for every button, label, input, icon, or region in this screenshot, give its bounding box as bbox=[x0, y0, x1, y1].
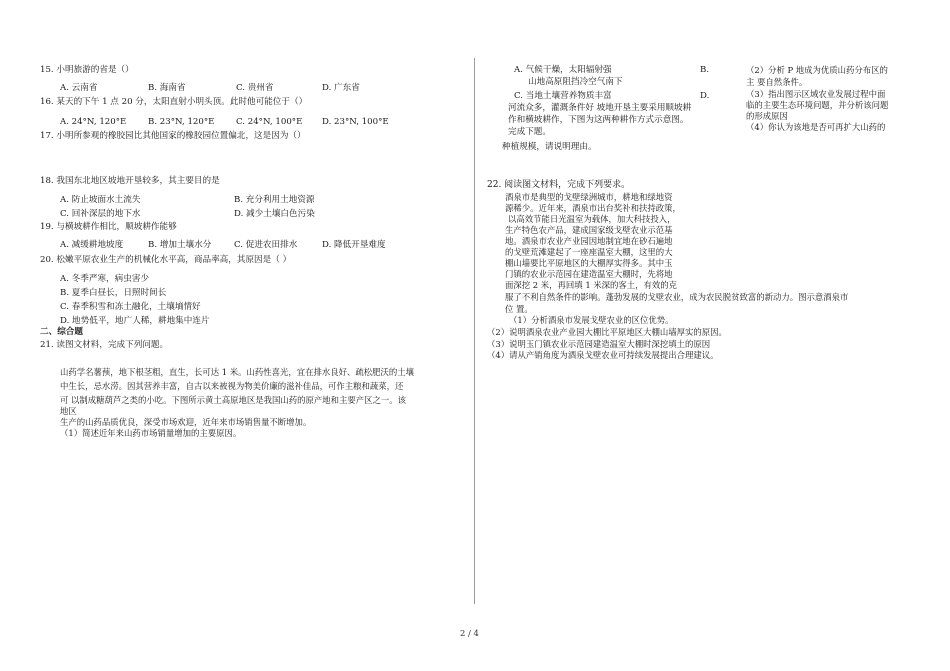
q15-option-a: A. 云南省 bbox=[60, 83, 98, 93]
q21-paragraph-line: 山药学名薯蓣，地下根茎粗，直生，长可达 1 米。山药性喜光，宜在排水良好、疏松肥沃的土壤 bbox=[60, 367, 415, 377]
q15-option-d: D. 广东省 bbox=[322, 83, 360, 93]
q21-paragraph-line: 地区 bbox=[60, 406, 77, 416]
q18-option-b: B. 充分利用土地资源 bbox=[234, 195, 315, 205]
q17-option-b-text: 山地高原阻挡冷空气南下 bbox=[528, 77, 623, 87]
q16-option-d: D. 23°N, 100°E bbox=[322, 117, 389, 127]
q21-subquestion-3: （3）指出图示区域农业发展过程中面 bbox=[746, 89, 886, 99]
q21-fragment-line: 种植规模，请说明理由。 bbox=[502, 142, 597, 152]
q21-subquestion-4: （4）你认为该地是否可再扩大山药的 bbox=[746, 122, 886, 132]
q17-stem: 17. 小明所参观的橡胶园比其他国家的橡胶园位置偏北，这是因为（） bbox=[40, 131, 306, 141]
q22-paragraph-line: 服了不利自然条件的影响。蓬勃发展的戈壁农业，成为农民脱贫致富的新动力。图示意酒泉市 bbox=[505, 292, 849, 302]
page-number: 2 / 4 bbox=[460, 628, 479, 638]
q22-paragraph-line: 门镇的农业示范园在建造温室大棚时，先将地 bbox=[505, 269, 673, 279]
q22-paragraph-line: 地。酒泉市农业产业园因地制宜地在砂石遍地 bbox=[505, 236, 673, 246]
q15-stem: 15. 小明旅游的省是（） bbox=[40, 65, 134, 75]
q22-subquestion: （1）分析酒泉市发展戈壁农业的区位优势。 bbox=[509, 315, 674, 325]
q21-paragraph-line: 中生长，忌水涝。因其营养丰富，自古以来被视为物美价廉的滋补佳品，可作主粮和蔬菜，还 bbox=[60, 381, 404, 391]
q17-option-b: B. bbox=[700, 65, 710, 75]
q20-option-b: B. 夏季白昼长，日照时间长 bbox=[60, 288, 167, 298]
q21-fragment-line: 作和横坡耕作，下图为这两种耕作方式示意图。 bbox=[508, 115, 689, 125]
q21-subquestion-2: （2）分析 P 地成为优质山药分布区的 bbox=[746, 65, 888, 75]
q17-option-a: A. 气候干燥，太阳辐射强 bbox=[514, 65, 612, 75]
q18-option-c: C. 回补深层的地下水 bbox=[60, 209, 141, 219]
q22-subquestion: （3）说明玉门镇农业示范园建造温室大棚时深挖填土的原因 bbox=[487, 339, 711, 349]
q17-option-d: D. bbox=[700, 91, 710, 101]
q19-stem: 19. 与横坡耕作相比，顺坡耕作能够 bbox=[40, 222, 177, 232]
q19-option-a: A. 减缓耕地坡度 bbox=[60, 240, 124, 250]
q21-subquestion-3-cont: 的形成原因 bbox=[746, 111, 788, 121]
q20-option-a: A. 冬季严寒，病虫害少 bbox=[60, 274, 150, 284]
q21-subquestion-3-cont: 临的主要生态环境问题，并分析该问题 bbox=[746, 100, 889, 110]
q21-stem: 21. 读图文材料，完成下列问题。 bbox=[40, 340, 169, 350]
q22-paragraph-line: 酒泉市是典型的戈壁绿洲城市，耕地和绿地资 bbox=[505, 192, 673, 202]
q20-option-c: C. 春季积雪和冻土融化，土壤墒情好 bbox=[60, 302, 201, 312]
section-heading: 二、综合题 bbox=[40, 327, 83, 337]
q22-paragraph-line: 生产特色农产品，建成国家级戈壁农业示范基 bbox=[505, 225, 673, 235]
q16-option-c: C. 24°N, 100°E bbox=[236, 117, 303, 127]
q16-option-a: A. 24°N, 120°E bbox=[60, 117, 127, 127]
q15-option-b: B. 海南省 bbox=[148, 83, 186, 93]
q21-paragraph-line: 可 以制成糖葫芦之类的小吃。下图所示黄土高原地区是我国山药的原产地和主要产区之一。该 bbox=[60, 395, 407, 405]
q21-fragment-line: 完成下题。 bbox=[508, 127, 551, 137]
q21-fragment-line: 河流众多，灌溉条件好 坡地开垦主要采用顺坡耕 bbox=[508, 103, 692, 113]
q19-option-c: C. 促进农田排水 bbox=[234, 240, 298, 250]
q22-paragraph-line: 位 置。 bbox=[505, 304, 533, 314]
q16-option-b: B. 23°N, 120°E bbox=[148, 117, 215, 127]
q17-option-c: C. 当地土壤营养物质丰富 bbox=[514, 91, 612, 101]
q19-option-b: B. 增加土壤水分 bbox=[148, 240, 212, 250]
q22-subquestion: （2）说明酒泉农业产业园大棚比平原地区大棚山墙厚实的原因。 bbox=[487, 327, 727, 337]
q22-subquestion: （4）请从产销角度为酒泉戈壁农业可持续发展提出合理建议。 bbox=[487, 350, 719, 360]
q18-stem: 18. 我国东北地区坡地开垦较多，其主要目的是 bbox=[40, 176, 220, 186]
q19-option-d: D. 降低开垦难度 bbox=[322, 240, 386, 250]
q21-paragraph-line: 生产的山药品质优良，深受市场欢迎，近年来市场销售量不断增加。 bbox=[60, 417, 312, 427]
column-divider bbox=[474, 58, 475, 604]
q21-subquestion-1: （1）简述近年来山药市场销量增加的主要原因。 bbox=[60, 428, 242, 438]
q22-paragraph-line: 源稀少。近年来，酒泉市出台奖补和扶持政策， bbox=[505, 203, 681, 213]
q18-option-a: A. 防止坡面水土流失 bbox=[60, 195, 141, 205]
q20-option-d: D. 地势低平，地广人稀，耕地集中连片 bbox=[60, 316, 210, 326]
q21-subquestion-2-cont: 主 要自然条件。 bbox=[746, 77, 808, 87]
q16-stem: 16. 某天的下午 1 点 20 分，太阳直射小明头顶。此时他可能位于（） bbox=[40, 97, 308, 107]
q22-paragraph-line: 的戈壁荒滩建起了一座座温室大棚，这里的大 bbox=[505, 247, 673, 257]
q22-paragraph-line: 面深挖 2 米，再回填 1 米深的客土，有效的克 bbox=[505, 280, 678, 290]
q22-paragraph-line: 以高效节能日光温室为载体，加大科技投入， bbox=[508, 214, 676, 224]
q22-paragraph-line: 棚山墙要比平原地区的大棚厚实得多。其中玉 bbox=[505, 258, 673, 268]
q20-stem: 20. 松嫩平原农业生产的机械化水平高，商品率高，其原因是（ ） bbox=[40, 255, 292, 265]
q22-stem: 22. 阅读图文材料，完成下列要求。 bbox=[487, 180, 631, 190]
q15-option-c: C. 贵州省 bbox=[236, 83, 274, 93]
q18-option-d: D. 减少土壤白色污染 bbox=[234, 209, 315, 219]
